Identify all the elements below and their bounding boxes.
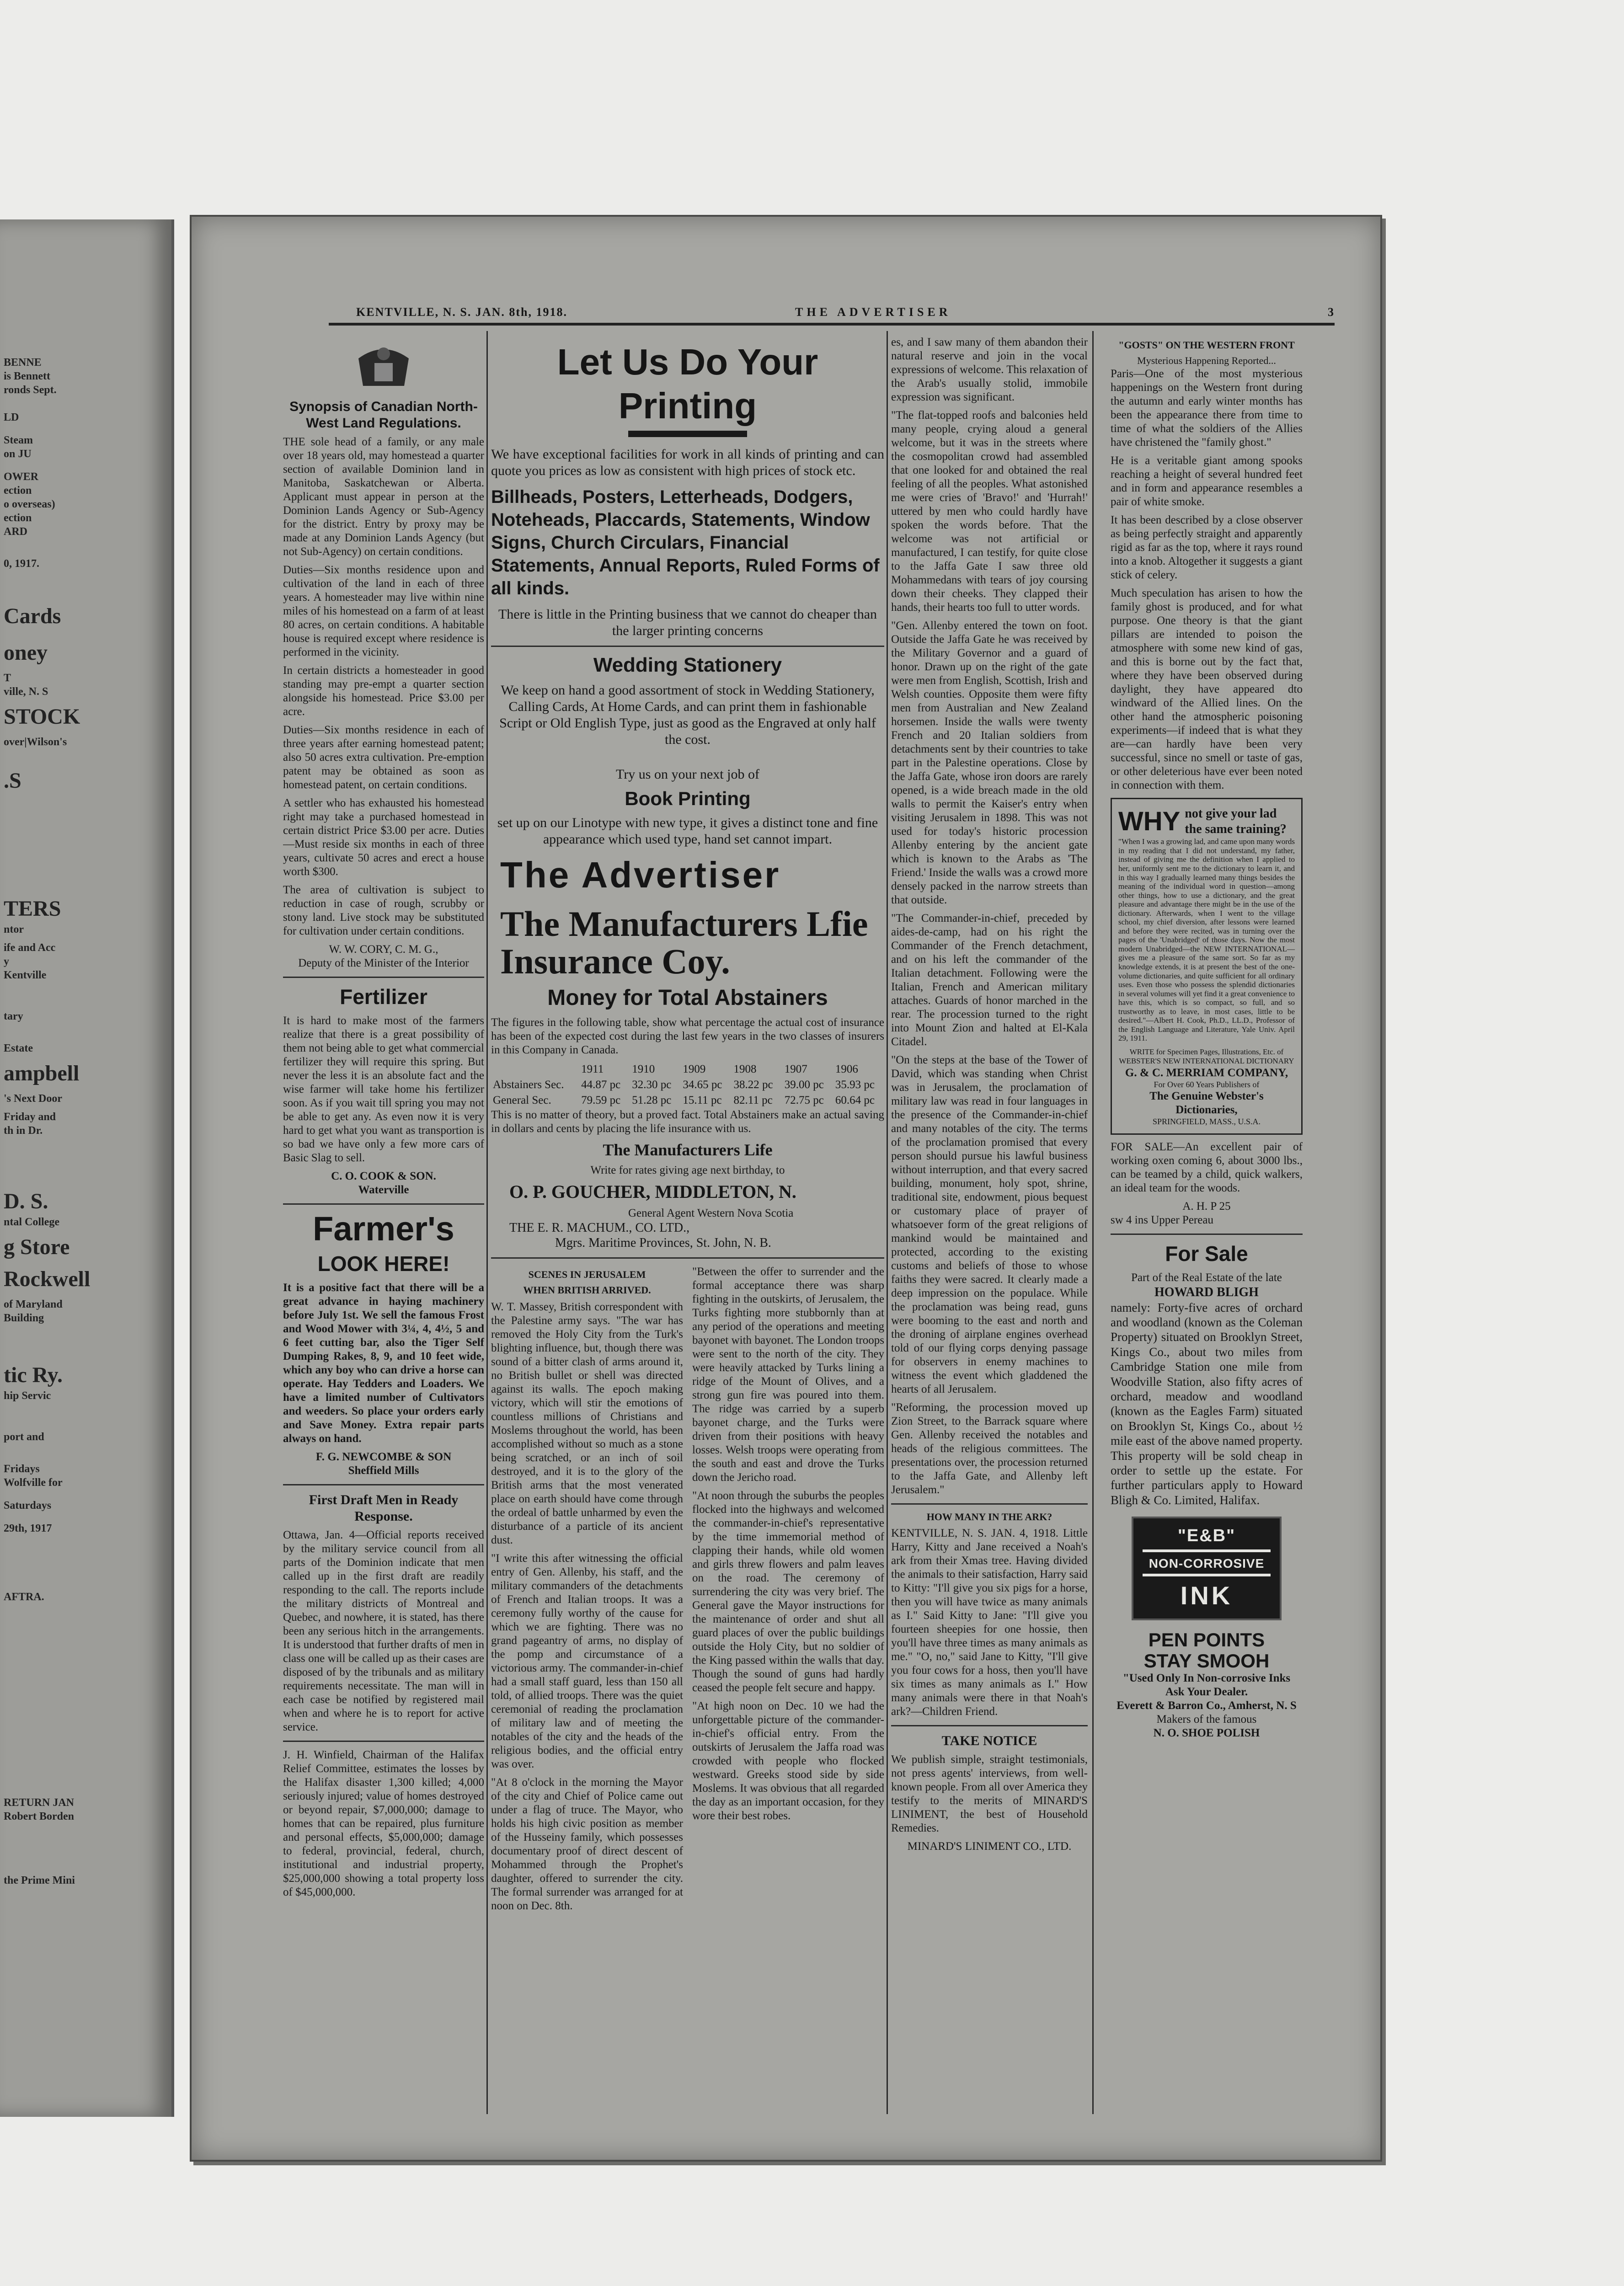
synopsis-paragraph: THE sole head of a family, or any male over 18 years old, may homestead a quarter section of available Dominion land in Manitoba, Saskatchewan or Alberta. Applicant must appear in person at the Dominion Lands Agency or Sub-Agency for the district. Entry by proxy may be made at any Dominion Lands Agency (but not Sub-Agency) on certain conditions. (283, 436, 484, 558)
table-cell (491, 1062, 579, 1077)
jerusalem-continued: "The flat-topped roofs and balconies held many people, crying aloud a general welcome, but it was in the streets where the cosmopolitan crowd had assembled that one looked for and obtained the real feeling of all the peoples. What astonished me were cries of 'Bravo!' and 'Hurrah!' uttered by men who could hardly have spoken the words before. That the welcome was not artificial or manufactured, I can testify, for quite close to the Jaffa Gate I saw three old Mohammedans with tears of joy coursing down their cheeks. They clapped their hands, their hearts too full to utter words. (891, 409, 1088, 614)
left-fragment-text: hip Servic (4, 1390, 51, 1402)
jerusalem-column-a (491, 1265, 683, 1917)
synopsis-paragraph: The area of cultivation is subject to reduction in case of rough, scrubby or stony land. Live stock may be substituted for cultivation under certain conditions. (283, 884, 484, 937)
divider (491, 646, 884, 647)
left-fragment-text: TERS (4, 897, 61, 921)
left-fragment-text: Cards (4, 604, 61, 628)
left-fragment-text: ection (4, 512, 32, 524)
farmers-body: It is a positive fact that there will be a great advance in haying machinery before July 1st. We sell the famous Frost and Wood Mower with 3¼, 4, 4½, 5 and 6 feet cutting bar, also the Tiger Self Dumping Rakes, 8, 9, and 10 feet wide, which any boy who can drive a horse can operate. Hay Tedders and Loaders. We have a limited number of Cultivators and weeders. So place your orders early and Save Money. Extra repair parts always on hand. (283, 1282, 484, 1445)
jerusalem-paragraph: "At high noon on Dec. 10 we had the unforgettable picture of the commander-in-chief's official entry. From the outskirts of Jerusalem the Jaffa road was crowded with people who flocked westward. Greeks stood side by side Moslems. It was obvious that all regarded the day as an important occasion, for they wore their best robes. (692, 1699, 884, 1822)
left-fragment-text: Friday and (4, 1111, 56, 1123)
notice-sign: MINARD'S LINIMENT CO., LTD. (907, 1840, 1072, 1853)
left-fragment-text: 29th, 1917 (4, 1522, 52, 1534)
divider (1111, 1234, 1303, 1235)
table-year: 1909 (683, 1063, 706, 1075)
manufacturers-life: The Manufacturers Life (603, 1140, 773, 1159)
table-row (491, 1077, 884, 1093)
jerusalem-subtitle: WHEN BRITISH ARRIVED. (523, 1284, 651, 1296)
webster-quote: "When I was a growing lad, and came upon many words in my reading that I did not understand, my father, instead of giving me the definition when I applied to her, uniformly sent me to the dictionary to learn it, and in this way I gradually learned many things besides the meaning of the individual word in question—among other things, how to use a dictionary, and the great pleasure and advantage there might be in the use of the dictionary. Afterwards, when I went to the village school, my chief diversion, after lessons were learned and before they were recited, was in turning over the pages of the 'Unabridged' of those days. Now the most modern Unabridged—the NEW INTERNATIONAL—gives me a pleasure of the same sort. So far as my knowledge extends, it is at present the best of the one-volume dictionaries, and quite sufficient for all ordinary uses. Even those who possess the splendid dictionaries in several volumes will yet find it a great convenience to have this, which is so compact, so full, and so trustworthy as to leave, in most cases, little to be desired."—Albert H. Cook, Ph.D., LL.D., Professor of the English Language and Literature, Yale Univ. April 29, 1911. (1118, 837, 1295, 1043)
merriam-sub: For Over 60 Years Publishers of (1154, 1079, 1260, 1089)
left-fragment-text: AFTRA. (4, 1591, 44, 1603)
header-date: KENTVILLE, N. S. JAN. 8th, 1918. (356, 305, 568, 319)
left-fragment-text: OWER (4, 471, 39, 483)
jerusalem-continued: es, and I saw many of them abandon their natural reserve and join in the vocal expressions of welcome. This relaxation of the Arab's usually stolid, immobile expression was significant. (891, 336, 1088, 403)
coat-of-arms-icon (349, 340, 418, 390)
jerusalem-title: SCENES IN JERUSALEM (528, 1268, 646, 1280)
table-cell: 60.64 pc (835, 1094, 875, 1106)
ghosts-subtitle: Mysterious Happening Reported... (1137, 355, 1276, 367)
table-cell: 35.93 pc (835, 1078, 875, 1091)
ghosts-paragraph: Paris—One of the most mysterious happenings on the Western front during the autumn and early winter months has been the appearance there from time to time of what the soldiers of the Allies have christened the "family ghost." (1111, 367, 1303, 449)
table-year: 1906 (835, 1063, 858, 1075)
fertilizer-sign: C. O. COOK & SON. (331, 1170, 436, 1183)
left-fragment-text: oney (4, 641, 48, 665)
left-fragment-text: Rockwell (4, 1267, 91, 1291)
table-row (491, 1093, 884, 1108)
left-fragment-text: RETURN JAN (4, 1797, 75, 1809)
forsale-name: HOWARD BLIGH (1154, 1285, 1259, 1300)
left-fragment-text: port and (4, 1431, 44, 1443)
machum-role: Mgrs. Maritime Provinces, St. John, N. B. (555, 1236, 771, 1250)
stay-smooth: STAY SMOOH (1143, 1650, 1270, 1672)
header-paper-name: THE ADVERTISER (795, 305, 951, 319)
ark-body: KENTVILLE, N. S. JAN. 4, 1918. Little Harry, Kitty and Jane received a Noah's ark from their Xmas tree. Having divided the animals to their satisfaction, Harry said to Kitty: "I'll give you six pigs for a horse, then you will have twice as many animals as I." Said Kitty to Jane: "I'll give you fourteen sheepies for one hossie, then you'll have three times as many animals as me." "O, no," said Jane to Kitty, "I'll give you four cows for a hoss, then you'll have six times as many animals as I." How many animals were there in that Noah's ark?—Children Friend. (891, 1527, 1088, 1718)
printing-ad-title: Let Us Do Your Printing (557, 342, 818, 426)
jerusalem-paragraph: "At 8 o'clock in the morning the Mayor of the city and Chief of Police came out under a flag of truce. The Mayor, who holds his high civic position as member of the Husseiny family, which possesses documentary proof of direct descent of Mohammed through the Prophet's daughter, offered to surrender the city. The formal surrender was arranged for at noon on Dec. 8th. (491, 1776, 683, 1912)
table-cell: 72.75 pc (784, 1094, 824, 1106)
insurance-intro: The figures in the following table, show what percentage the actual cost of insurance has been of the expected cost during the last few years in the two classes of insurers in this Company in Canada. (491, 1016, 884, 1056)
divider (283, 1741, 484, 1742)
column-rule (486, 331, 488, 2114)
jerusalem-continued: "Reforming, the procession moved up Zion Street, to the Barrack square where Gen. Allenby received the notables and heads of the religious committees. The presentations over, the procession returned to the Jaffa Gate, and Allenby left Jerusalem." (891, 1401, 1088, 1496)
jerusalem-continued: "The Commander-in-chief, preceded by aides-de-camp, had on his right the Commander of the French detachment, and on his left the commander of the Italian detachment. Following were the Italian, French and American military attaches. Guards of honor marched in the rear. The procession turned to the right into Mount Zion and halted at El-Kala Citadel. (891, 912, 1088, 1048)
jerusalem-continued: "On the steps at the base of the Tower of David, which was standing when Christ was in Jerusalem, the proclamation of military law was read in four languages in the presence of the Commander-in-chief and many notables of the city. The terms of the proclamation promised that every person should pursue his lawful business without interruption, and that every sacred building, monument, holy spot, shrine, traditional site, endowment, pious bequest or customary place of prayer of whatsoever form of the great religions of mankind would be maintained and protected, according to the existing customs and beliefs of those to whose faiths they were sacred. It clearly made a deep impression on the populace. While the proclamation was being read, guns were booming to the east and north and the droning of airplane engines overhead told of our flying corps denying passage for observers in enemy machines to witness the event which gladdened the hearts of all Jerusalem. (891, 1054, 1088, 1395)
notice-title: TAKE NOTICE (941, 1733, 1037, 1749)
left-fragment-text: tary (4, 1010, 23, 1022)
column-rule (887, 331, 888, 2114)
table-cell: 32.30 pc (632, 1078, 672, 1091)
book-try: Try us on your next job of (616, 766, 759, 782)
fertilizer-title: Fertilizer (340, 985, 427, 1009)
ink-dealer: Ask Your Dealer. (1165, 1685, 1248, 1698)
ghosts-title: "GOSTS" ON THE WESTERN FRONT (1118, 339, 1295, 351)
left-fragment-text: Fridays (4, 1463, 40, 1475)
table-cell: 38.22 pc (733, 1078, 773, 1091)
draft-body: Ottawa, Jan. 4—Official reports received by the military service council from all parts of the Dominion indicate that men called up in the first draft are readily responding to the call. The reports include the military districts of Montreal and Quebec, and nowhere, it is stated, has there been any serious hitch in the arrangements. It is understood that further drafts of men in class one will be called up as their cases are disposed of by the tribunals and as military requirements necessitate. The man will in each case be notified by registered mail when and where he is to report for active service. (283, 1529, 484, 1734)
ink-bar (1143, 1574, 1271, 1576)
forsale-subtitle: Part of the Real Estate of the late (1131, 1271, 1282, 1284)
ink-bar (1143, 1549, 1271, 1552)
book-body: set up on our Linotype with new type, it gives a distinct tone and fine appearance which used type, hand set cannot impart. (497, 815, 878, 847)
wedding-title: Wedding Stationery (593, 654, 782, 676)
merriam-town: SPRINGFIELD, MASS., U.S.A. (1152, 1117, 1261, 1127)
printing-ad-bar (628, 431, 747, 437)
left-page-fragment (0, 219, 174, 2117)
jerusalem-paragraph: "Between the offer to surrender and the formal acceptance there was sharp fighting in the outskirts, of Jerusalem, the Turks fighting more stubbornly than at any period of the operations and meeting bayonet with bayonet. The London troops were sent to the north of the city. They were heavily attacked by Turks lining a ridge of the Mount of Olives, and a strong gun fire was poured into them. The ridge was carried by a superb bayonet charge, and the Turks were driven from their positions with heavy losses. Welsh troops were operating from the south and east and drove the Turks down the Jericho road. (692, 1265, 884, 1484)
forsale-small-ad: FOR SALE—An excellent pair of working oxen coming 6, about 3000 lbs., can be teamed by a child, quick walkers, an ideal team for the woods. (1111, 1140, 1303, 1194)
ink-brand: "E&B" (1177, 1526, 1236, 1546)
left-fragment-text: Saturdays (4, 1500, 52, 1512)
pen-points: PEN POINTS (1148, 1629, 1265, 1650)
jerusalem-paragraph: "At noon through the suburbs the peoples flocked into the highways and welcomed the commander-in-chief's representative by the time immemorial method of clapping their hands, while old women and girls threw flowers and palm leaves on the road. The ceremony of surrendering the city was very brief. The General gave the Mayor instructions for the maintenance of order and shut all guard places of over the public buildings outside the Holy City, but no soldier of the King passed within the walls that day. Though the sound of guns had hardly ceased the people felt secure and happy. (692, 1489, 884, 1694)
divider (891, 1725, 1088, 1726)
left-fragment-text: ville, N. S (4, 686, 48, 698)
synopsis-paragraph: In certain districts a homesteader in good standing may pre-empt a quarter section alongside his homestead. Price $3.00 per acre. (283, 664, 484, 718)
fertilizer-body: It is hard to make most of the farmers realize that there is a great possibility of them not being able to get what commercial fertilizer they will require this spring. But never the less it is an absolute fact and the wise farmer will take home his fertilizer soon. As if you wait till spring you may not be able to get any. As even now it is very hard to get what you want as transportion is so bad we have only a few more cars of Basic Slag to sell. (283, 1015, 484, 1164)
farmers-sign: F. G. NEWCOMBE & SON (315, 1451, 452, 1463)
advertiser-title: The Advertiser (500, 855, 781, 896)
column-4 (1111, 336, 1303, 2119)
left-fragment-text: D. S. (4, 1189, 48, 1213)
printing-intro: We have exceptional facilities for work in all kinds of printing and can quote you prices as low as consistent with high prices of stock etc. (491, 447, 884, 478)
left-fragment-text: th in Dr. (4, 1125, 43, 1137)
synopsis-paragraph: Duties—Six months residence upon and cultivation of the land in each of three years. A homesteader may live within nine miles of his homestead on a farm of at least 80 acres, on certain conditions. A habitable house is required except where residence is performed in the vicinity. (283, 564, 484, 658)
wedding-body: We keep on hand a good assortment of stock in Wedding Stationery, Calling Cards, At Home Cards, and can print them in fashionable Script or Old English Type, just as good as the Engraved at only half the cost. (499, 682, 876, 747)
why-subheading: not give your lad the same training? (1185, 806, 1287, 836)
left-fragment-text: o overseas) (4, 498, 55, 510)
draft-title: First Draft Men in Ready Response. (309, 1492, 459, 1524)
ink-logo (1132, 1517, 1282, 1620)
webster-write: WRITE for Specimen Pages, Illustrations, Etc. of WEBSTER'S NEW INTERNATIONAL DICTIONARY (1119, 1047, 1294, 1066)
ink-makers-of: Makers of the famous (1156, 1713, 1257, 1725)
jerusalem-column-b (692, 1265, 884, 1917)
table-year: 1908 (733, 1063, 757, 1075)
forsale-body: namely: Forty-five acres of orchard and woodland (known as the Coleman Property) situated on Brooklyn Street, Kings Co., about two miles from Cambridge Station one mile from Woodville Station, also fifty acres of orchard, meadow and woodland (known as the Eagles Farm) situated on Brooklyn St, Kings Co., about ½ mile east of the above named property. This property will be sold cheap in order to settle up the estate. For further particulars apply to Howard Bligh & Co. Limited, Halifax. (1111, 1300, 1303, 1507)
left-fragment-text: Building (4, 1312, 44, 1324)
left-fragment-text: LD (4, 411, 19, 423)
left-fragment-text: g Store (4, 1235, 70, 1259)
merriam-dict: The Genuine Webster's Dictionaries, (1149, 1090, 1264, 1116)
left-fragment-text: of Maryland (4, 1298, 63, 1310)
table-year: 1910 (632, 1063, 655, 1075)
forsale-title: For Sale (1165, 1241, 1248, 1266)
header-page-number: 3 (1328, 305, 1335, 319)
forsale-small-sign: A. H. P 25 (1182, 1200, 1231, 1212)
left-fragment-text: y (4, 956, 9, 967)
left-fragment-text: the Prime Mini (4, 1875, 75, 1886)
machum-name: THE E. R. MACHUM., CO. LTD., (509, 1220, 690, 1235)
table-header-row (491, 1062, 884, 1077)
ark-title: HOW MANY IN THE ARK? (926, 1511, 1052, 1522)
left-fragment-text: over|Wilson's (4, 736, 67, 748)
jerusalem-continued: "Gen. Allenby entered the town on foot. Outside the Jaffa Gate he was received by the Military Governor and a guard of honor. Drawn up on the right of the gate were men from English, Scottish, Irish and Welsh counties. Opposite them were fifty men from Australian and New Zealand horsemen. Inside the walls were twenty French and 20 Italian soldiers from detachments sent by their countries to take part in the Palestine operations. Close by the Jaffa Gate, whose iron doors are rarely opened, is a wide breach made in the old walls to permit the Kaiser's entry when visiting Jerusalem in 1898. This was not used for today's historic procession Allenby entering by the ancient gate which is known to the Arabs as 'The Friend.' Inside the walls was a crowd more densely packed in the narrow streets than that outside. (891, 620, 1088, 906)
ink-polish: N. O. SHOE POLISH (1153, 1726, 1260, 1739)
book-title: Book Printing (625, 787, 751, 809)
ink-noncorrosive: NON-CORROSIVE (1149, 1556, 1265, 1570)
divider (283, 1484, 484, 1485)
left-fragment-text: ection (4, 485, 32, 497)
ink-maker: Everett & Barron Co., Amherst, N. S (1116, 1699, 1297, 1712)
goucher-name: O. P. GOUCHER, MIDDLETON, N. (509, 1181, 796, 1202)
page-header (329, 304, 1335, 326)
left-fragment-text: ronds Sept. (4, 384, 57, 396)
notice-body: We publish simple, straight testimonials, not press agents' interviews, from well-known people. From all over America they testify to the merits of MINARD'S LINIMENT, the best of Household Remedies. (891, 1753, 1088, 1835)
left-fragment-text: BENNE (4, 357, 42, 369)
synopsis-deputy: Deputy of the Minister of the Interior (298, 957, 469, 969)
left-fragment-text: Estate (4, 1042, 33, 1054)
farmers-title: Farmer's (313, 1210, 454, 1248)
table-cell: 82.11 pc (733, 1094, 773, 1106)
fertilizer-town: Waterville (358, 1184, 409, 1196)
column-3 (891, 336, 1088, 2119)
table-year: 1911 (581, 1063, 604, 1075)
jerusalem-paragraph: W. T. Massey, British correspondent with the Palestine army says. "The war has removed the Holy City from the Turk's blighting influence, but, though there was sound of a bitter clash of arms around it, no British bullet or shell was directed against its walls. The epoch making victory, which will stir the emotions of countless millions of Christians and Moslems throughout the world, has been accomplished without so much as a stone being scratched, or an inch of soil destroyed, and it is to the glory of the British arms that the most venerated place on earth should have come through the ordeal of battle unharmed by even the disturbance of a particle of its ancient dust. (491, 1300, 683, 1546)
insurance-table (491, 1062, 884, 1108)
table-cell: 15.11 pc (683, 1094, 722, 1106)
left-fragment-text: ife and Acc (4, 942, 56, 954)
printing-list: Billheads, Posters, Letterheads, Dodgers, Noteheads, Placcards, Statements, Window Signs, Church Circulars, Financial Statements, Annual Reports, Ruled Forms of all kinds. (491, 487, 880, 598)
ink-use: "Used Only In Non-corrosive Inks (1122, 1672, 1291, 1684)
printing-note: There is little in the Printing business that we cannot do cheaper than the larger printing concerns (498, 607, 877, 638)
webster-ad (1111, 798, 1303, 1135)
left-fragment-text: Steam (4, 434, 33, 446)
rates-request: Write for rates giving age next birthday, to (590, 1164, 785, 1176)
left-fragment-text: Robert Borden (4, 1811, 74, 1822)
column-1 (283, 336, 484, 2119)
table-cell: 44.87 pc (581, 1078, 621, 1091)
left-fragment-text: .S (4, 769, 21, 793)
left-fragment-text: Kentville (4, 969, 47, 981)
left-fragment-text: ARD (4, 526, 27, 538)
divider (891, 1503, 1088, 1505)
ghosts-paragraph: Much speculation has arisen to how the family ghost is produced, and for what purpose. One theory is that the giant pillars are intended to poison the atmosphere with some new kind of gas, and this is borne out by the fact that, where they have been observed during daylight, they have appeared dto windward of the Allied lines. On the other hand the atmospheric poisoning experiments—if indeed that is what they are—can hardly have been very successful, since no smell or taste of gas, or other deleterious have ever been noted in connection with them. (1111, 587, 1303, 791)
left-fragment-text: 0, 1917. (4, 558, 39, 570)
table-year: 1907 (784, 1063, 807, 1075)
forsale-small-sign-2: sw 4 ins Upper Pereau (1111, 1213, 1213, 1226)
column-2 (491, 336, 884, 2119)
left-fragment-text: ntor (4, 924, 24, 935)
left-fragment-text: tic Ry. (4, 1363, 63, 1387)
why-heading: WHY (1118, 806, 1181, 836)
synopsis-paragraph: A settler who has exhausted his homestead right may take a purchased homestead in certain district Price $3.00 per acre. Duties—Must reside six months in each of three years, cultivate 50 acres and erect a house worth $300. (283, 797, 484, 878)
table-row-label: General Sec. (493, 1094, 551, 1106)
table-cell: 79.59 pc (581, 1094, 621, 1106)
synopsis-title: Synopsis of Canadian North-West Land Regulations. (289, 399, 478, 431)
ghosts-paragraph: It has been described by a close observer as being perfectly straight and apparently rigid as far as the top, where it rays round into a knob. Altogether it suggests a giant stick of celery. (1111, 513, 1303, 581)
farmers-town: Sheffield Mills (348, 1464, 419, 1477)
divider (491, 1257, 884, 1259)
divider (283, 977, 484, 978)
left-fragment-text: is Bennett (4, 370, 50, 382)
farmers-subtitle: LOOK HERE! (317, 1251, 450, 1276)
table-cell: 39.00 pc (784, 1078, 824, 1091)
left-fragment-text: Wolfville for (4, 1477, 63, 1489)
ink-word: INK (1180, 1581, 1233, 1610)
left-fragment-text: ampbell (4, 1061, 80, 1085)
manufacturers-title: The Manufacturers Lfie Insurance Coy. (500, 904, 868, 982)
left-fragment-text: ntal College (4, 1216, 59, 1228)
column-rule (1092, 331, 1094, 2114)
left-fragment-text: on JU (4, 448, 32, 460)
left-fragment-text: T (4, 672, 11, 684)
left-fragment-text: STOCK (4, 705, 80, 729)
left-fragment-text: 's Next Door (4, 1093, 62, 1105)
newspaper-page (190, 215, 1382, 2162)
jerusalem-paragraph: "I write this after witnessing the official entry of Gen. Allenby, his staff, and the military commanders of the detachments of French and Italian troops. It was a ceremony fully worthy of the cause for which we are fighting. There was no grand pageantry of arms, no display of the pomp and circumstance of a victorious army. The commander-in-chief had a small staff guard, less than 150 all told, of allied troops. There was the quiet ceremonial of reading the proclamation of military law and of meeting the notables of the city and the heads of the religious bodies, and the official entry was over. (491, 1552, 683, 1770)
goucher-role: General Agent Western Nova Scotia (628, 1207, 794, 1219)
merriam-name: G. & C. MERRIAM COMPANY, (1125, 1066, 1288, 1079)
insurance-note: This is no matter of theory, but a proved fact. Total Abstainers make an actual saving in dollars and cents by placing the life insurance with us. (491, 1108, 884, 1135)
synopsis-signature: W. W. CORY, C. M. G., (329, 943, 438, 956)
divider (283, 1203, 484, 1205)
ghosts-paragraph: He is a veritable giant among spooks reaching a height of several hundred feet and in form and appearance resembles a pair of white smoke. (1111, 454, 1303, 508)
halifax-body: J. H. Winfield, Chairman of the Halifax Relief Committee, estimates the losses by the Halifax disaster 1,300 killed; 4,000 seriously injured; value of homes destroyed or beyond repair, $7,000,000; damage to homes that can be repaired, plus furniture and personal effects, $5,000,000; damage to federal, provincial, federal, church, institutional and industrial property, $25,000,000 showing a total property loss of $45,000,000. (283, 1749, 484, 1899)
table-cell: 34.65 pc (683, 1078, 722, 1091)
table-cell: 51.28 pc (632, 1094, 672, 1106)
jerusalem-article (491, 1265, 884, 1917)
abstainers-title: Money for Total Abstainers (547, 985, 828, 1010)
table-row-label: Abstainers Sec. (493, 1078, 564, 1091)
synopsis-paragraph: Duties—Six months residence in each of three years after earning homestead patent; also 50 acres extra cultivation. Pre-emption patent may be obtained as soon as homestead patent, on certain conditions. (283, 724, 484, 791)
